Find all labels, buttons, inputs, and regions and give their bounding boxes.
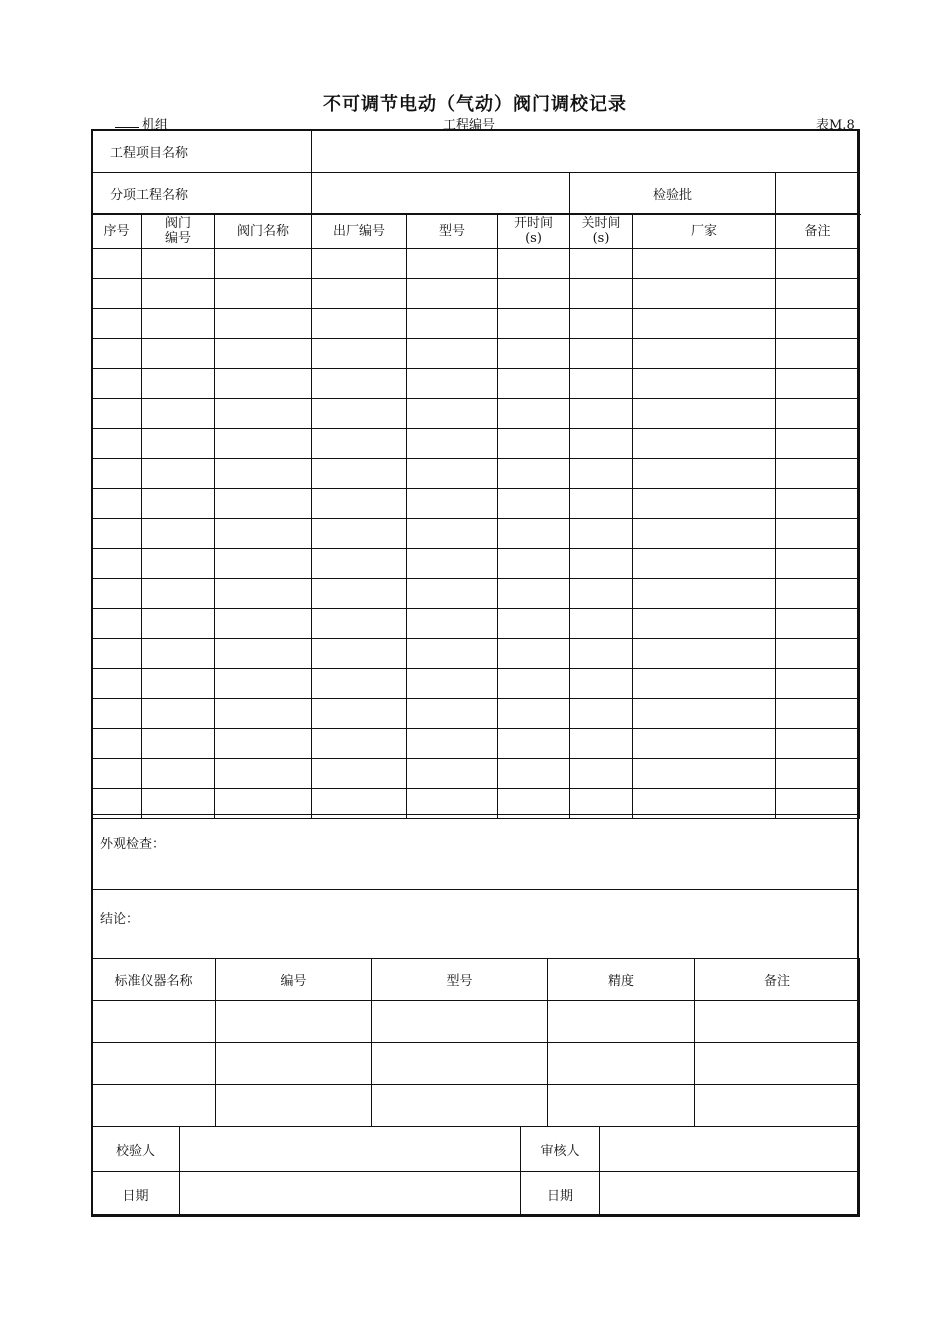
table-cell[interactable] [498, 519, 570, 549]
table-row [92, 429, 860, 459]
table-cell[interactable] [407, 429, 498, 459]
sub-project-field[interactable] [312, 172, 570, 214]
table-cell[interactable] [215, 579, 312, 609]
valve-grid-table [91, 213, 860, 819]
reviewer-label: 审核人 [521, 1127, 600, 1172]
table-cell[interactable] [498, 369, 570, 399]
table-cell[interactable] [776, 699, 860, 729]
table-cell[interactable] [407, 369, 498, 399]
instrument-header-row [92, 959, 860, 1001]
table-cell[interactable] [407, 729, 498, 759]
table-cell[interactable] [215, 429, 312, 459]
table-row [92, 579, 860, 609]
table-cell[interactable] [92, 399, 142, 429]
table-cell[interactable] [633, 459, 776, 489]
table-row [92, 249, 860, 279]
table-cell[interactable] [215, 369, 312, 399]
table-cell[interactable] [142, 519, 215, 549]
table-row [92, 639, 860, 669]
col-close-time [570, 214, 633, 249]
table-cell[interactable] [498, 549, 570, 579]
table-cell[interactable] [215, 309, 312, 339]
table-cell[interactable] [215, 669, 312, 699]
inst-cell[interactable] [372, 1085, 548, 1127]
table-cell[interactable] [776, 279, 860, 309]
table-cell[interactable] [312, 519, 407, 549]
table-cell[interactable] [142, 759, 215, 789]
table-cell[interactable] [498, 279, 570, 309]
table-cell[interactable] [633, 579, 776, 609]
table-cell[interactable] [142, 339, 215, 369]
table-cell[interactable] [312, 729, 407, 759]
calibrator-label: 校验人 [92, 1127, 180, 1172]
signature-table [91, 1126, 860, 1217]
table-cell[interactable] [498, 429, 570, 459]
calibrator-row [92, 1127, 860, 1172]
table-cell[interactable] [92, 369, 142, 399]
table-cell[interactable] [215, 759, 312, 789]
valve-record-table [91, 129, 860, 215]
table-cell[interactable] [498, 489, 570, 519]
conclusion-row [92, 890, 859, 959]
table-cell[interactable] [312, 459, 407, 489]
table-row [92, 279, 860, 309]
table-cell[interactable] [312, 669, 407, 699]
table-cell[interactable] [142, 669, 215, 699]
table-cell[interactable] [92, 639, 142, 669]
table-cell[interactable] [498, 729, 570, 759]
col-valve-no [142, 214, 215, 249]
table-cell[interactable] [92, 519, 142, 549]
table-cell[interactable] [92, 309, 142, 339]
table-cell[interactable] [498, 669, 570, 699]
table-cell[interactable] [570, 369, 633, 399]
table-cell[interactable] [312, 699, 407, 729]
table-cell[interactable] [142, 399, 215, 429]
table-cell[interactable] [92, 429, 142, 459]
page-title: 不可调节电动（气动）阀门调校记录 [323, 94, 627, 115]
table-row [92, 489, 860, 519]
col-close-time-line2: (s) [592, 231, 610, 246]
table-row [92, 699, 860, 729]
table-cell[interactable] [215, 549, 312, 579]
table-cell[interactable] [215, 279, 312, 309]
inst-cell[interactable] [695, 1001, 860, 1043]
instrument-row [92, 1001, 860, 1043]
col-open-time-line1: 开时间 [513, 216, 553, 231]
table-cell[interactable] [633, 489, 776, 519]
inst-col-model: 型号 [372, 959, 548, 1001]
table-cell[interactable] [776, 369, 860, 399]
table-row [92, 549, 860, 579]
unit-label: 机组 [142, 118, 169, 133]
col-factory-no: 出厂编号 [312, 214, 407, 249]
date-label-1: 日期 [92, 1172, 180, 1217]
table-cell[interactable] [312, 489, 407, 519]
table-row [92, 399, 860, 429]
inst-col-accuracy: 精度 [548, 959, 695, 1001]
table-cell[interactable] [312, 249, 407, 279]
table-cell[interactable] [92, 549, 142, 579]
table-cell[interactable] [570, 579, 633, 609]
valve-header-row [92, 214, 860, 249]
table-cell[interactable] [633, 429, 776, 459]
table-cell[interactable] [570, 279, 633, 309]
inst-cell[interactable] [695, 1043, 860, 1085]
inst-cell[interactable] [372, 1043, 548, 1085]
table-cell[interactable] [407, 669, 498, 699]
table-cell[interactable] [407, 399, 498, 429]
inst-cell[interactable] [92, 1085, 216, 1127]
project-no-label: 工程编号 [443, 118, 496, 133]
table-cell[interactable] [570, 339, 633, 369]
table-cell[interactable] [633, 639, 776, 669]
project-name-row [92, 130, 860, 172]
table-cell[interactable] [776, 759, 860, 789]
table-cell[interactable] [570, 549, 633, 579]
instrument-row [92, 1043, 860, 1085]
table-row [92, 339, 860, 369]
table-cell[interactable] [92, 339, 142, 369]
table-cell[interactable] [570, 429, 633, 459]
unit-blank-line [115, 127, 139, 128]
table-cell[interactable] [92, 759, 142, 789]
col-remark: 备注 [776, 214, 860, 249]
conclusion-label[interactable]: 结论： [92, 890, 859, 959]
table-cell[interactable] [92, 279, 142, 309]
table-cell[interactable] [92, 459, 142, 489]
instrument-table [91, 958, 860, 1127]
table-row [92, 609, 860, 639]
table-cell[interactable] [407, 339, 498, 369]
table-cell[interactable] [776, 669, 860, 699]
project-name-label: 工程项目名称 [92, 130, 312, 172]
sub-project-label: 分项工程名称 [92, 172, 312, 214]
table-cell[interactable] [498, 249, 570, 279]
calibrator-field[interactable] [180, 1127, 521, 1172]
table-cell[interactable] [215, 339, 312, 369]
table-cell[interactable] [776, 639, 860, 669]
table-cell[interactable] [570, 459, 633, 489]
table-row [92, 519, 860, 549]
table-cell[interactable] [407, 279, 498, 309]
table-cell[interactable] [498, 639, 570, 669]
table-cell[interactable] [215, 639, 312, 669]
table-cell[interactable] [633, 759, 776, 789]
table-cell[interactable] [633, 519, 776, 549]
table-cell[interactable] [776, 519, 860, 549]
table-cell[interactable] [312, 369, 407, 399]
table-cell[interactable] [570, 669, 633, 699]
table-cell[interactable] [312, 579, 407, 609]
table-cell[interactable] [407, 519, 498, 549]
table-cell[interactable] [498, 609, 570, 639]
batch-label: 检验批 [570, 172, 776, 214]
table-cell[interactable] [142, 459, 215, 489]
table-cell[interactable] [142, 429, 215, 459]
table-row [92, 729, 860, 759]
inst-col-name: 标准仪器名称 [92, 959, 216, 1001]
table-cell[interactable] [215, 399, 312, 429]
table-cell[interactable] [776, 549, 860, 579]
table-cell[interactable] [498, 309, 570, 339]
inst-col-remark: 备注 [695, 959, 860, 1001]
table-cell[interactable] [570, 729, 633, 759]
table-cell[interactable] [633, 339, 776, 369]
col-manufacturer: 厂家 [633, 214, 776, 249]
table-cell[interactable] [633, 609, 776, 639]
sub-project-row [92, 172, 860, 214]
table-no-label: 表M.8 [816, 118, 855, 133]
table-cell[interactable] [407, 639, 498, 669]
table-cell[interactable] [142, 729, 215, 759]
table-cell[interactable] [312, 609, 407, 639]
inst-col-no: 编号 [216, 959, 372, 1001]
inst-cell[interactable] [92, 1001, 216, 1043]
table-cell[interactable] [570, 639, 633, 669]
table-cell[interactable] [633, 699, 776, 729]
table-cell[interactable] [215, 699, 312, 729]
table-cell[interactable] [570, 249, 633, 279]
table-cell[interactable] [776, 399, 860, 429]
col-valve-name: 阀门名称 [215, 214, 312, 249]
table-row [92, 309, 860, 339]
table-cell[interactable] [312, 309, 407, 339]
table-cell[interactable] [92, 729, 142, 759]
date-row [92, 1172, 860, 1217]
table-cell[interactable] [92, 669, 142, 699]
table-cell[interactable] [142, 249, 215, 279]
table-cell[interactable] [570, 609, 633, 639]
table-cell[interactable] [407, 699, 498, 729]
table-cell[interactable] [776, 459, 860, 489]
table-cell[interactable] [142, 549, 215, 579]
inst-cell[interactable] [548, 1085, 695, 1127]
table-cell[interactable] [312, 549, 407, 579]
col-seq: 序号 [92, 214, 142, 249]
table-cell[interactable] [92, 699, 142, 729]
table-row [92, 669, 860, 699]
table-cell[interactable] [633, 279, 776, 309]
table-cell[interactable] [407, 489, 498, 519]
table-cell[interactable] [407, 609, 498, 639]
table-cell[interactable] [312, 759, 407, 789]
inst-cell[interactable] [695, 1085, 860, 1127]
table-cell[interactable] [407, 579, 498, 609]
table-cell[interactable] [498, 399, 570, 429]
inst-cell[interactable] [216, 1001, 372, 1043]
table-cell[interactable] [92, 249, 142, 279]
table-cell[interactable] [215, 459, 312, 489]
table-cell[interactable] [633, 249, 776, 279]
table-cell[interactable] [92, 579, 142, 609]
inst-cell[interactable] [92, 1043, 216, 1085]
table-row [92, 759, 860, 789]
date-field-2[interactable] [600, 1172, 860, 1217]
col-close-time-line1: 关时间 [581, 216, 621, 231]
col-valve-no-line1: 阀门 [164, 216, 191, 231]
table-cell[interactable] [570, 759, 633, 789]
table-cell[interactable] [633, 399, 776, 429]
table-cell[interactable] [142, 489, 215, 519]
table-cell[interactable] [570, 399, 633, 429]
table-cell[interactable] [407, 249, 498, 279]
table-cell[interactable] [407, 309, 498, 339]
reviewer-field[interactable] [600, 1127, 860, 1172]
table-cell[interactable] [312, 399, 407, 429]
table-cell[interactable] [633, 309, 776, 339]
table-cell[interactable] [312, 639, 407, 669]
table-cell[interactable] [215, 489, 312, 519]
table-cell[interactable] [570, 519, 633, 549]
project-name-field[interactable] [312, 130, 860, 172]
table-cell[interactable] [142, 609, 215, 639]
table-cell[interactable] [570, 309, 633, 339]
table-cell[interactable] [570, 699, 633, 729]
table-cell[interactable] [633, 669, 776, 699]
table-cell[interactable] [776, 729, 860, 759]
table-cell[interactable] [215, 609, 312, 639]
table-cell[interactable] [633, 549, 776, 579]
table-cell[interactable] [312, 339, 407, 369]
table-cell[interactable] [776, 249, 860, 279]
table-cell[interactable] [92, 489, 142, 519]
instrument-row [92, 1085, 860, 1127]
col-open-time-line2: (s) [525, 231, 542, 246]
table-cell[interactable] [312, 279, 407, 309]
batch-field[interactable] [776, 172, 860, 214]
inst-cell[interactable] [372, 1001, 548, 1043]
table-cell[interactable] [407, 549, 498, 579]
table-cell[interactable] [498, 759, 570, 789]
appearance-row [92, 815, 859, 890]
remarks-table [91, 814, 859, 959]
table-cell[interactable] [312, 429, 407, 459]
table-cell[interactable] [776, 489, 860, 519]
date-field-1[interactable] [180, 1172, 521, 1217]
table-cell[interactable] [498, 339, 570, 369]
table-cell[interactable] [142, 639, 215, 669]
table-cell[interactable] [407, 759, 498, 789]
table-cell[interactable] [633, 369, 776, 399]
valve-rows [92, 249, 860, 819]
table-cell[interactable] [142, 309, 215, 339]
table-cell[interactable] [92, 609, 142, 639]
inst-cell[interactable] [216, 1043, 372, 1085]
table-cell[interactable] [215, 249, 312, 279]
table-row [92, 369, 860, 399]
table-cell[interactable] [776, 339, 860, 369]
col-open-time [498, 214, 570, 249]
col-model: 型号 [407, 214, 498, 249]
col-valve-no-line2: 编号 [164, 231, 191, 246]
date-label-2: 日期 [521, 1172, 600, 1217]
table-cell[interactable] [776, 609, 860, 639]
table-cell[interactable] [776, 309, 860, 339]
table-row [92, 459, 860, 489]
table-cell[interactable] [776, 579, 860, 609]
table-cell[interactable] [142, 699, 215, 729]
table-cell[interactable] [215, 729, 312, 759]
table-cell[interactable] [633, 729, 776, 759]
table-cell[interactable] [215, 519, 312, 549]
appearance-label[interactable]: 外观检查： [92, 815, 859, 890]
table-cell[interactable] [407, 459, 498, 489]
inst-cell[interactable] [548, 1001, 695, 1043]
table-cell[interactable] [776, 429, 860, 459]
table-cell[interactable] [142, 369, 215, 399]
inst-cell[interactable] [216, 1085, 372, 1127]
table-cell[interactable] [498, 579, 570, 609]
table-cell[interactable] [142, 279, 215, 309]
table-cell[interactable] [142, 579, 215, 609]
table-cell[interactable] [570, 489, 633, 519]
table-cell[interactable] [498, 459, 570, 489]
table-cell[interactable] [498, 699, 570, 729]
inst-cell[interactable] [548, 1043, 695, 1085]
